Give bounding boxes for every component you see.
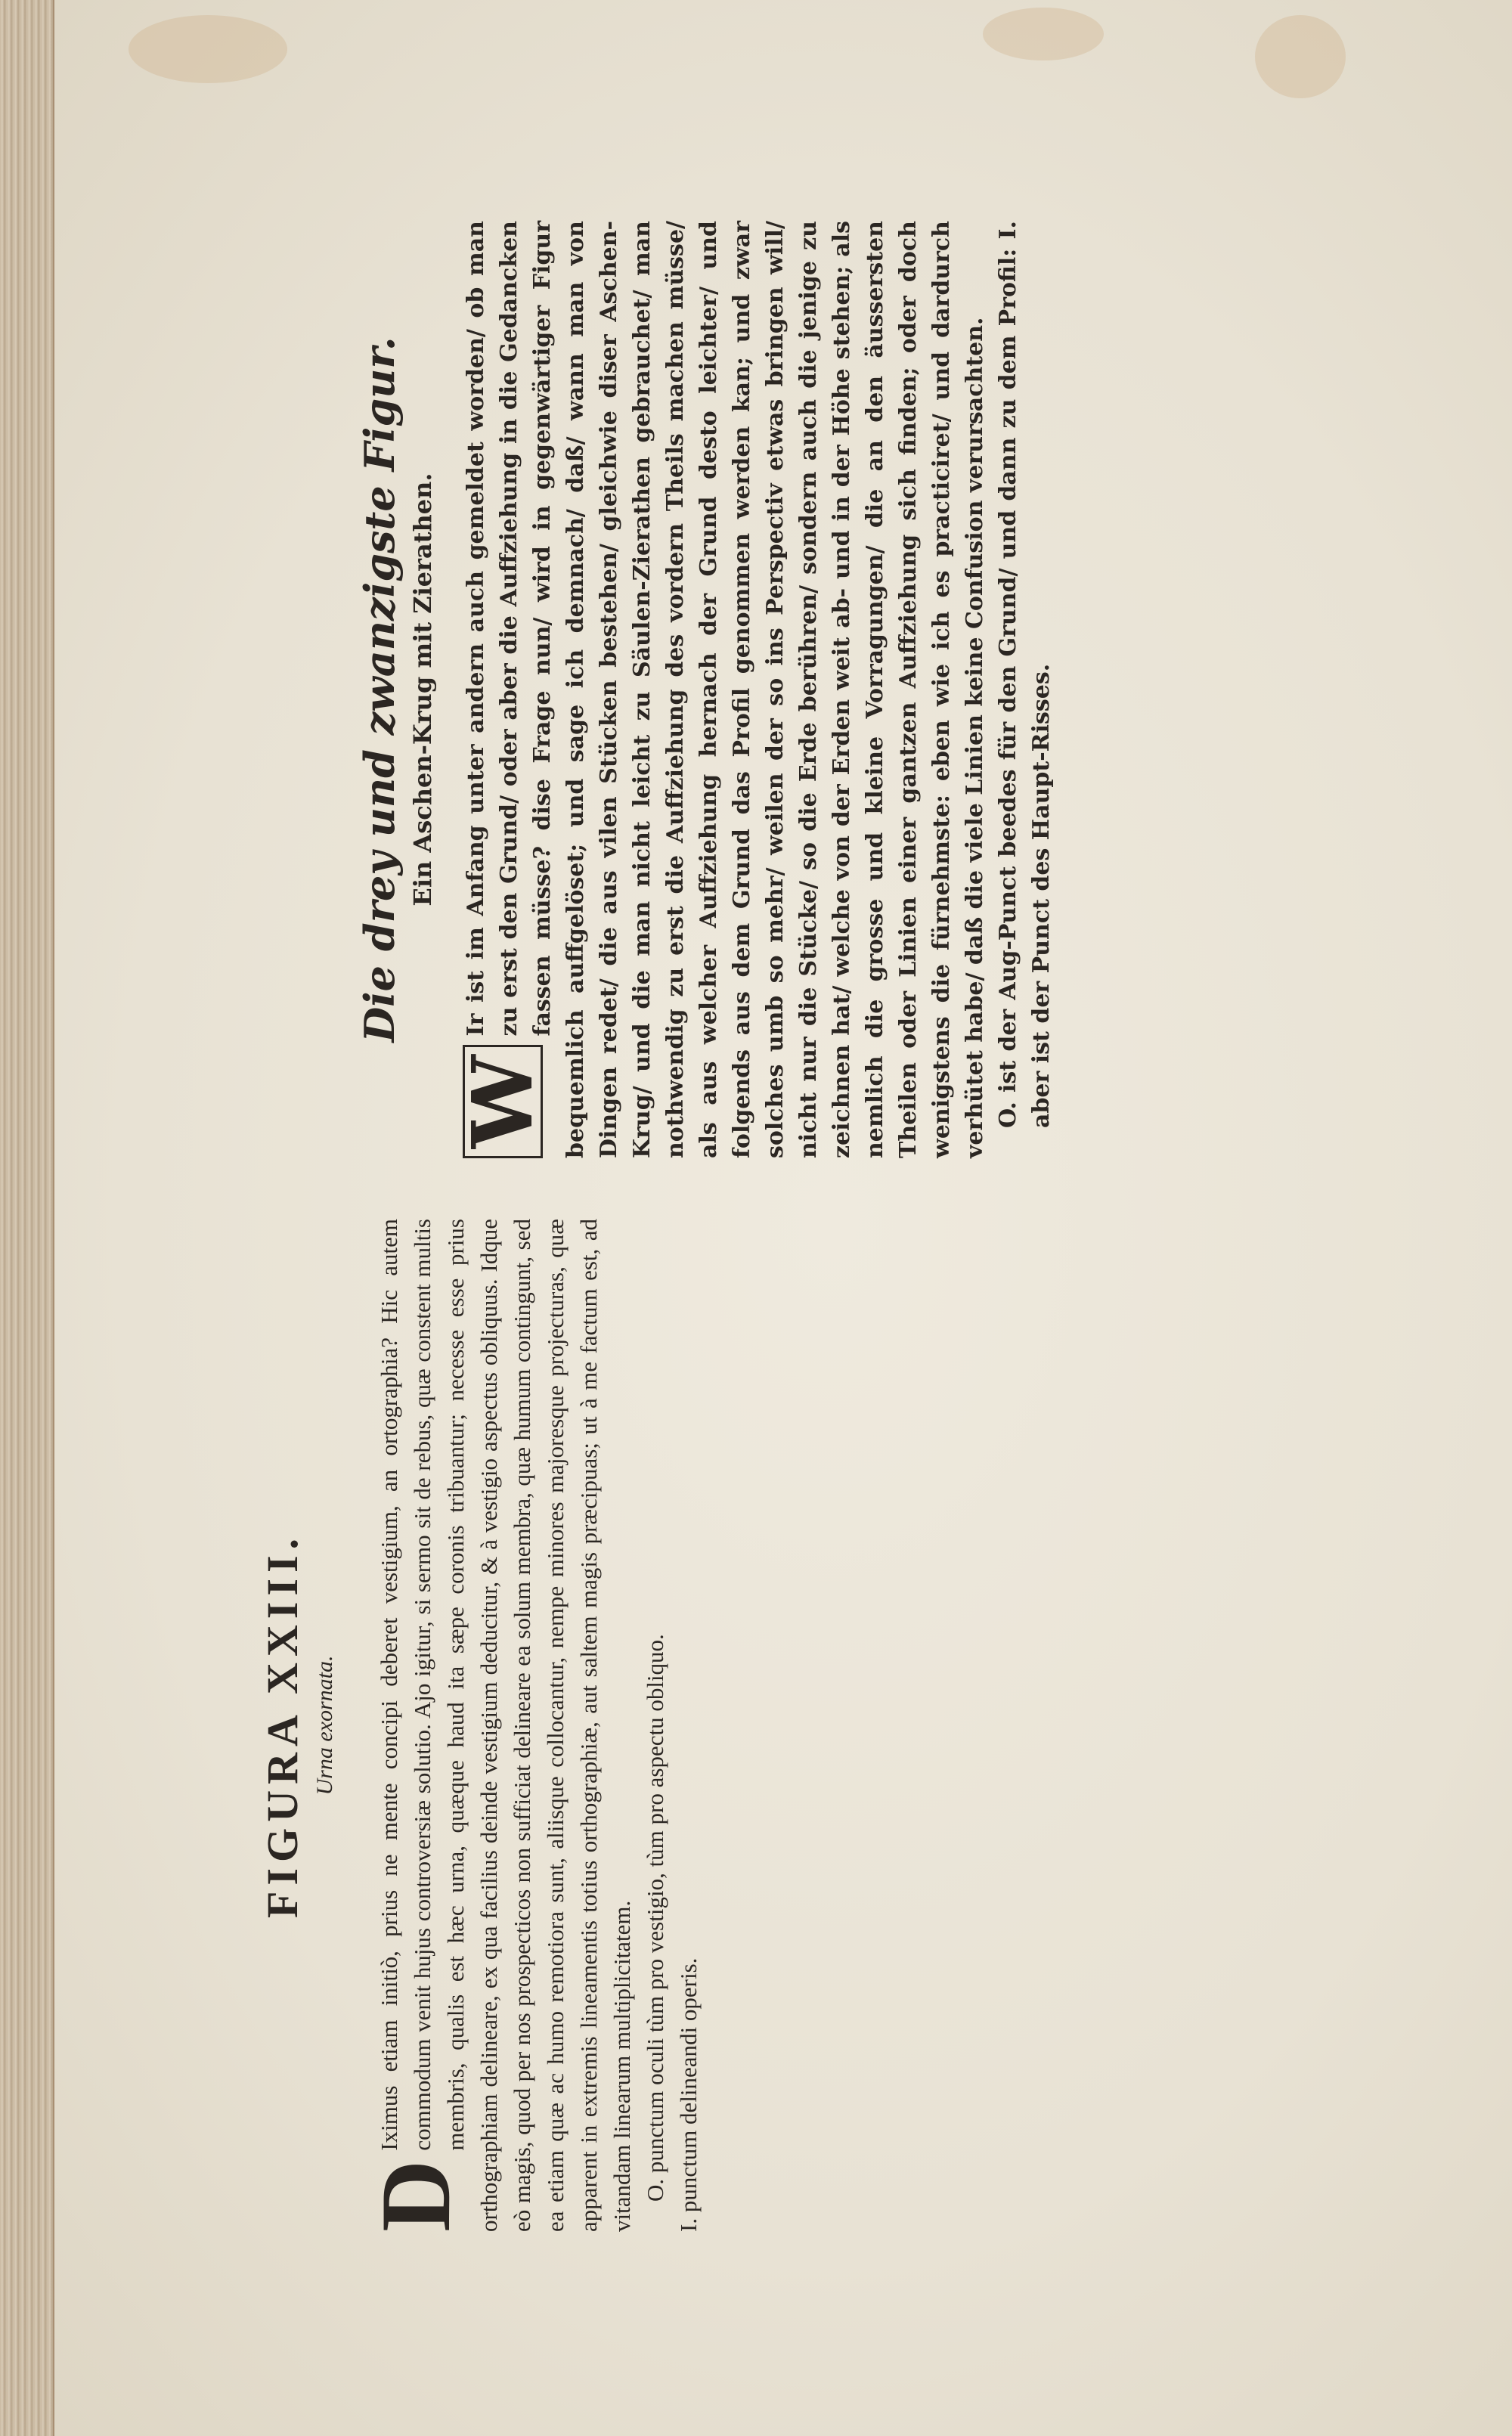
- german-title: Die drey und zwanzigste Figur.: [355, 336, 404, 1043]
- german-drop-cap: W: [463, 1045, 543, 1158]
- latin-paragraph: [360, 1219, 639, 2232]
- latin-drop-cap: D: [360, 2159, 471, 2232]
- latin-point-o: O. punctum oculi tùm pro vestigio, tùm pro aspectu obliquo.: [642, 1634, 668, 2202]
- latin-subtitle: Urna exornata.: [312, 1655, 337, 1796]
- show-through-german: [1179, 24, 1238, 1158]
- german-column: [355, 221, 1058, 1158]
- german-point-o-i: O. ist der Aug-Punct beedes für den Grund/ und dann zu dem Profil: I. aber ist der Punct des Haupt-Risses.: [995, 221, 1055, 1128]
- german-paragraph-text: Ir ist im Anfang unter andern auch gemeldet worden/ ob man zu erst den Grund/ oder aber die Auffziehung in die Gedancken fassen müsse? dise Frage nun/ wird in gegenwärtiger Figur bequemlich auffgelöset; und sage ich demnach/ daß/ wann man von Dingen redet/ die aus vilen Stücken bestehen/ gleichwie diser Aschen-Krug/ und die man nicht leicht zu Säulen-Zierathen gebrauchet/ man nothwendig zu erst die Auffziehung des vordern Theils machen müsse/ als aus welcher Auffziehung hernach der Grund desto leichter/ und folgends aus dem Grund das Profil genommen werden kan; und zwar solches umb so mehr/ weilen der so ins Perspectiv etwas bringen will/ nicht nur die Stücke/ so die Erde berühren/ sondern auch die jenige zu zeichnen hat/ welche von der Erden weit ab- und in der Höhe stehen; als nemlich die grosse und kleine Vorragungen/ die an den äussersten Theilen oder Linien einer gantzen Auffziehung sich finden; oder doch wenigstens die fürnehmste: eben wie ich es practiciret/ und dardurch verhütet habe/ daß die viele Linien keine Confusion verursachten.: [463, 221, 988, 1158]
- german-subtitle: Ein Aschen-Krug mit Zierathen.: [408, 473, 437, 907]
- latin-title: FIGURA XXIII.: [258, 1532, 307, 1919]
- latin-point-i: I. punctum delineandi operis.: [675, 1957, 702, 2232]
- latin-paragraph-text: Iximus etiam initiò, prius ne mente concipi deberet vestigium, an ortographia? Hic autem commodum venit hujus controversiæ solutio. Ajo igitur, si sermo sit de rebus, quæ constent multis membris, qualis est hæc urna, quæque haud ita sæpe coronis tribuantur; necesse esse prius orthographiam delineare, ex qua facilius deinde vestigium deducitur, & à vestigio aspectus obliquus. Idque eò magis, quod per nos prospecticos non sufficiat delineare ea solum membra, quæ humum contingunt, sed ea etiam quæ ac humo remotiora sunt, aliisque collocantur, nempe minores majoresque projecturas, quæ apparent in extremis lineamentis totius orthographiæ, aut saltem magis præcipuas; ut à me factum est, ad vitandam linearum multiplicitatem.: [376, 1219, 635, 2232]
- latin-column: [257, 1219, 705, 2232]
- german-paragraph: [454, 221, 992, 1158]
